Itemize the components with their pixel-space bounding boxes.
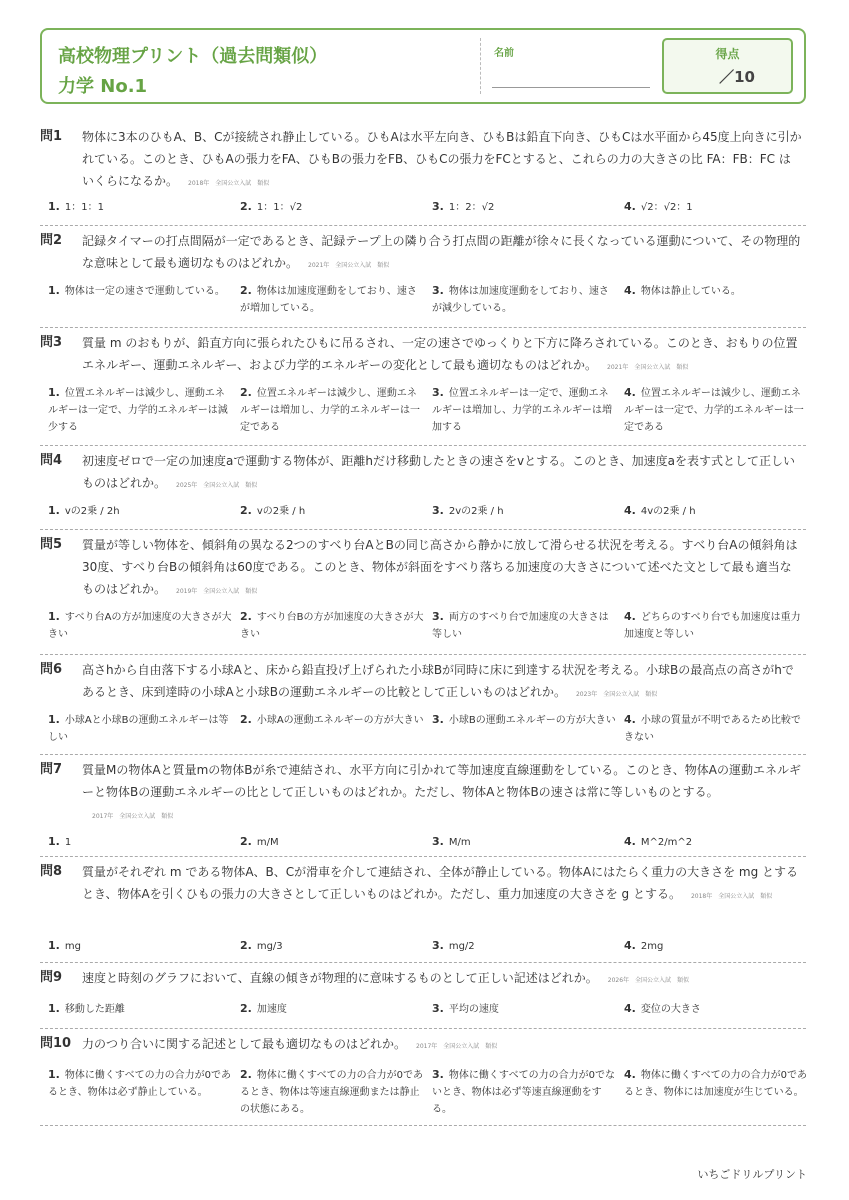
question-block [40,963,806,1029]
choice-number: 1. [48,939,60,952]
answer-choice-2[interactable] [240,608,424,643]
answer-choice-3[interactable] [432,1066,616,1118]
choice-number: 2. [240,939,252,952]
question-source: 2017年 全国公立入試 類似 [416,1043,498,1050]
choice-text: mg/3 [256,941,283,952]
choice-text: 両方のすべり台で加速度の大きさは等しい [432,612,609,640]
choice-number: 2. [240,610,252,623]
choice-number: 2. [240,835,252,848]
choice-number: 1. [48,386,60,399]
choice-number: 2. [240,1002,252,1015]
score-value: ／10 [719,68,755,86]
choice-text: 物体に働くすべての力の合力が0であるとき、物体は必ず静止している。 [48,1070,232,1098]
question-body: 質量Mの物体Aと質量mの物体Bが糸で連結され、水平方向に引かれて等加速度直線運動をしている。このとき、物体Aの運動エネルギーと物体Bの運動エネルギーの比として正しいものはどれか。ただし、物体Aと物体Bの速さは常に等しいものとする。 [82,763,801,799]
answer-choice-3[interactable] [432,282,616,317]
question-number: 問2 [40,233,63,248]
question-body: 質量がそれぞれ m である物体A、B、Cが滑車を介して連結され、全体が静止している。物体Aにはたらく重力の大きさを mg とするとき、物体Aを引くひもの張力の大きさとして正しいものはどれか。ただし、重力加速度の大きさを g とする。 [82,865,799,901]
answer-choice-4[interactable] [624,1000,808,1018]
question-text [82,967,802,992]
page-subtitle: 力学 No.1 [58,76,148,97]
answer-choice-2[interactable] [240,711,424,729]
choice-text: 小球の質量が不明であるため比較できない [624,715,801,743]
answer-choice-1[interactable] [48,833,232,851]
answer-choice-2[interactable] [240,502,424,520]
footer-brand: いちごドリルプリント [697,1168,807,1181]
choice-number: 3. [432,386,444,399]
choice-number: 2. [240,284,252,297]
choice-number: 4. [624,284,636,297]
answer-choice-3[interactable] [432,198,616,216]
choice-number: 1. [48,284,60,297]
answer-choice-3[interactable] [432,384,616,436]
choice-text: M/m [448,837,471,848]
question-source: 2021年 全国公立入試 類似 [308,262,390,269]
choice-text: 1：1：1 [64,202,104,213]
answer-choice-1[interactable] [48,198,232,216]
question-block [40,755,806,857]
choice-number: 3. [432,835,444,848]
choice-text: すべり台Bの方が加速度の大きさが大きい [240,612,424,640]
choice-number: 2. [240,1068,252,1081]
choice-text: 物体に働くすべての力の合力が0であるとき、物体は等速直線運動または静止の状態にある。 [240,1070,424,1115]
choice-number: 3. [432,284,444,297]
question-block [40,857,806,963]
question-text [82,230,802,277]
choice-number: 4. [624,1002,636,1015]
choice-text: 小球Aの運動エネルギーの方が大きい [256,715,424,726]
question-source: 2026年 全国公立入試 類似 [607,977,690,984]
question-source: 2021年 全国公立入試 類似 [607,364,689,371]
choice-number: 4. [624,610,636,623]
choice-number: 4. [624,713,636,726]
question-source: 2025年 全国公立入試 類似 [176,482,258,489]
choice-text: 1：2：√2 [448,202,495,213]
answer-choice-1[interactable] [48,384,232,436]
choice-number: 2. [240,200,252,213]
answer-choice-1[interactable] [48,608,232,643]
choice-text: 小球Bの運動エネルギーの方が大きい [448,715,616,726]
question-number: 問1 [40,129,63,144]
choice-text: 2mg [640,941,664,952]
answer-choice-1[interactable] [48,937,232,955]
choice-text: 物体は加速度運動をしており、速さが増加している。 [240,286,417,314]
choice-number: 3. [432,939,444,952]
choice-number: 3. [432,610,444,623]
choice-text: 物体は一定の速さで運動している。 [64,286,225,297]
answer-choice-3[interactable] [432,608,616,643]
question-number: 問10 [40,1036,72,1051]
question-number: 問5 [40,537,63,552]
choice-number: 4. [624,200,636,213]
question-text [82,659,802,706]
choice-number: 1. [48,504,60,517]
choice-text: 4vの2乗 / h [640,506,696,517]
choice-number: 4. [624,939,636,952]
choice-number: 2. [240,504,252,517]
score-box [662,38,793,94]
choice-text: 物体に働くすべての力の合力が0でないとき、物体は必ず等速直線運動をする。 [432,1070,616,1115]
choice-text: vの2乗 / h [256,506,306,517]
question-body: 質量が等しい物体を、傾斜角の異なる2つのすべり台AとBの同じ高さから静かに放して滑らせる状況を考える。すべり台Aの傾斜角は30度、すべり台Bの傾斜角は60度である。このとき、物体が斜面をすべり落ちる加速度の大きさについて述べた文として最も適当なものはどれか。 [82,538,798,596]
question-body: 記録タイマーの打点間隔が一定であるとき、記録テープ上の隣り合う打点間の距離が徐々に長くなっている運動について、その物理的な意味として最も適切なものはどれか。 [82,234,801,270]
question-block [40,446,806,530]
choice-text: 1 [64,837,72,848]
answer-choice-1[interactable] [48,282,232,300]
answer-choice-3[interactable] [432,1000,616,1018]
choice-number: 1. [48,610,60,623]
choice-number: 4. [624,386,636,399]
choice-text: どちらのすべり台でも加速度は重力加速度と等しい [624,612,801,640]
choice-number: 1. [48,835,60,848]
choice-number: 3. [432,504,444,517]
choice-number: 1. [48,1002,60,1015]
question-block [40,122,806,226]
question-text [82,332,802,379]
choice-text: 移動した距離 [64,1004,125,1015]
answer-choice-2[interactable] [240,384,424,436]
choice-number: 3. [432,200,444,213]
answer-choice-4[interactable] [624,282,808,300]
header-divider [480,38,481,94]
answer-choice-3[interactable] [432,502,616,520]
question-body: 質量 m のおもりが、鉛直方向に張られたひもに吊るされ、一定の速さでゆっくりと下方に降ろされている。このとき、おもりの位置エネルギー、運動エネルギー、および力学的エネルギーの変化として最も適切なものはどれか。 [82,336,798,372]
choice-text: m/M [256,837,279,848]
answer-choice-2[interactable] [240,1066,424,1118]
question-source: 2018年 全国公立入試 類似 [690,893,773,900]
answer-choice-4[interactable] [624,198,808,216]
answer-choice-4[interactable] [624,833,808,851]
choice-text: 2vの2乗 / h [448,506,504,517]
question-number: 問8 [40,864,63,879]
choice-text: 1：1：√2 [256,202,303,213]
choice-text: 位置エネルギーは一定で、運動エネルギーは増加し、力学的エネルギーは増加する [432,388,612,433]
answer-choice-2[interactable] [240,1000,424,1018]
choice-text: 位置エネルギーは減少し、運動エネルギーは一定で、力学的エネルギーは一定である [624,388,804,433]
answer-choice-4[interactable] [624,384,808,436]
question-text [82,861,802,908]
name-label: 名前 [494,48,514,59]
choice-number: 2. [240,713,252,726]
choice-text: 変位の大きさ [640,1004,701,1015]
answer-choice-2[interactable] [240,282,424,317]
question-text [82,534,802,603]
choice-number: 3. [432,1002,444,1015]
choice-number: 3. [432,713,444,726]
choice-text: mg [64,941,81,952]
question-block [40,655,806,755]
question-body: 物体に3本のひもA、B、Cが接続され静止している。ひもAは水平左向き、ひもBは鉛直下向き、ひもCは水平面から45度上向きに引かれている。このとき、ひもAの張力をFA、ひもBの張力をFB、ひもCの張力をFCとすると、これらの力の大きさの比 FA：FB：FC はいくらになるか。 [82,130,802,188]
answer-choice-3[interactable] [432,711,616,729]
choice-number: 1. [48,1068,60,1081]
answer-choice-4[interactable] [624,502,808,520]
question-source: 2023年 全国公立入試 類似 [575,691,658,698]
choice-text: √2：√2：1 [640,202,693,213]
answer-choice-3[interactable] [432,833,616,851]
score-label: 得点 [715,47,740,61]
choice-text: 小球Aと小球Bの運動エネルギーは等しい [48,715,229,743]
question-source: 2017年 全国公立入試 類似 [92,813,174,820]
question-block [40,530,806,655]
answer-choice-2[interactable] [240,833,424,851]
choice-text: 位置エネルギーは減少し、運動エネルギーは一定で、力学的エネルギーは減少する [48,388,228,433]
choice-number: 1. [48,200,60,213]
question-body: 力のつり合いに関する記述として最も適切なものはどれか。 [82,1037,407,1051]
question-text [82,1033,802,1058]
answer-choice-4[interactable] [624,608,808,643]
question-body: 高さhから自由落下する小球Aと、床から鉛直投げ上げられた小球Bが同時に床に到達する状況を考える。小球Bの最高点の高さがhであるとき、床到達時の小球Aと小球Bの運動エネルギーの比較として正しいものはどれか。 [82,663,794,699]
question-block [40,1029,806,1126]
choice-number: 1. [48,713,60,726]
choice-number: 4. [624,835,636,848]
choice-text: vの2乗 / 2h [64,506,120,517]
question-body: 速度と時刻のグラフにおいて、直線の傾きが物理的に意味するものとして正しい記述はどれか。 [82,971,598,985]
choice-text: 物体に働くすべての力の合力が0であるとき、物体には加速度が生じている。 [624,1070,808,1098]
question-number: 問3 [40,335,63,350]
question-text [82,759,802,828]
question-source: 2018年 全国公立入試 類似 [188,180,270,187]
choice-text: mg/2 [448,941,475,952]
answer-choice-4[interactable] [624,937,808,955]
question-number: 問7 [40,762,63,777]
question-number: 問6 [40,662,63,677]
question-number: 問9 [40,970,63,985]
choice-number: 2. [240,386,252,399]
answer-choice-4[interactable] [624,1066,808,1101]
answer-choice-1[interactable] [48,711,232,746]
page-title: 高校物理プリント（過去問類似） [58,46,328,67]
choice-number: 4. [624,504,636,517]
name-field[interactable] [492,87,650,88]
choice-text: 物体は加速度運動をしており、速さが減少している。 [432,286,609,314]
choice-number: 3. [432,1068,444,1081]
answer-choice-1[interactable] [48,1066,232,1101]
answer-choice-3[interactable] [432,937,616,955]
answer-choice-1[interactable] [48,502,232,520]
choice-text: 位置エネルギーは減少し、運動エネルギーは増加し、力学的エネルギーは一定である [240,388,420,433]
answer-choice-2[interactable] [240,198,424,216]
question-number: 問4 [40,453,63,468]
question-block [40,328,806,446]
choice-number: 4. [624,1068,636,1081]
worksheet-header [40,28,806,104]
choice-text: 加速度 [256,1004,287,1015]
question-body: 初速度ゼロで一定の加速度aで運動する物体が、距離hだけ移動したときの速さをvとする。このとき、加速度aを表す式として正しいものはどれか。 [82,454,795,490]
question-text [82,126,802,195]
choice-text: M^2/m^2 [640,837,693,848]
choice-text: 物体は静止している。 [640,286,741,297]
answer-choice-4[interactable] [624,711,808,746]
choice-text: 平均の速度 [448,1004,499,1015]
choice-text: すべり台Aの方が加速度の大きさが大きい [48,612,232,640]
answer-choice-1[interactable] [48,1000,232,1018]
answer-choice-2[interactable] [240,937,424,955]
question-text [82,450,802,497]
question-block [40,226,806,328]
question-source: 2019年 全国公立入試 類似 [176,588,258,595]
